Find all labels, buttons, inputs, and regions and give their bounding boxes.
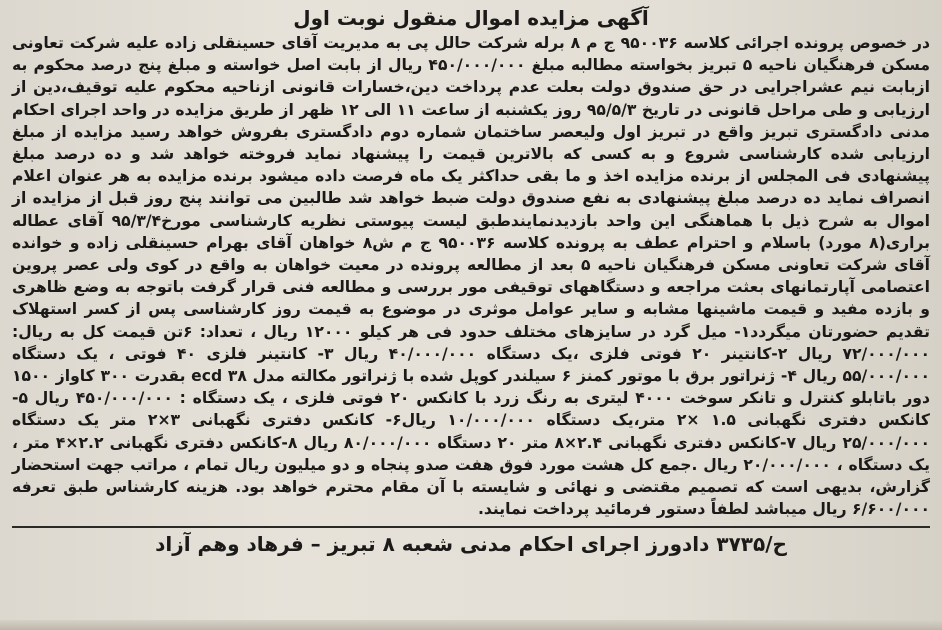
divider — [12, 526, 930, 528]
notice-title: آگهی مزایده اموال منقول نوبت اول — [293, 6, 649, 30]
next-notice-cutoff — [0, 620, 942, 630]
notice-footer: ح/۳۷۳۵ دادورز اجرای احکام مدنی شعبه ۸ تبریز – فرهاد وهم آزاد — [155, 532, 787, 557]
notice-body: در خصوص پرونده اجرائی کلاسه ۹۵۰۰۳۶ ج م ۸ برله شرکت حالل پی به مدیریت آقای حسینقلی زاده علیه شرکت تعاونی مسکن فرهنگیان ناحیه ۵ تبریز بخواسته مطالبه مبلغ ۴۵۰/۰۰۰/۰۰۰ ریال از بابت اصل خواسته و مبلغ پنج درصد محکوم به ازبابت نیم عشراجرایی در حق صندوق دولت بعلت عدم پرداخت دین،خسارات قانونی ازناحیه محکوم علیه توقیف،دین از ارزیابی و طی مراحل قانونی در تاریخ ۹۵/۵/۳ روز یکشنبه از ساعت ۱۱ الی ۱۲ ظهر از طریق مزایده در واحد اجرای احکام مدنی دادگستری تبریز واقع در تبریز اول ولیعصر ساختمان شماره دوم دادگستری بفروش خواهد رسید مزایده از مبلغ ارزیابی شده کارشناسی شروع و به کسی که بالاترین قیمت را پیشنهاد نماید فروخته خواهد شد و ده درصد مبلغ پیشنهادی فی المجلس از برنده مزایده اخذ و ما بقی حداکثر یک ماه فرصت داده میشود برنده مزایده به هر عنوان اعلام انصراف نماید ده درصد مبلغ پیشنهادی به نفع صندوق دولت ضبط خواهد شد طالبین می توانند پنج روز قبل از مزایده از اموال به شرح ذیل با هماهنگی این واحد بازدیدنمایندطبق لیست پیوستی نظریه کارشناسی مورخ۹۵/۳/۴ آقای عطاله براری(۸ مورد) باسلام و احترام عطف به پرونده کلاسه ۹۵۰۰۳۶ ج م ش۸ خواهان آقای بهرام حسینقلی زاده و خوانده آقای شرکت تعاونی مسکن فرهنگیان ناحیه ۵ بعد از مطالعه پرونده در معیت خواهان به واقع در کوی ولی عصر پروین اعتصامی آپارتمانهای بعثت مراجعه و دستگاههای توقیفی مور بررسی و مطالعه فنی قرار گرفت باتوجه به وضع ظاهری و بازده مفید و قیمت ماشینها مشابه و سایر عوامل موثری در موضوع به قیمت روز کارشناسی پس از کسر استهلاک تقدیم حضورتان میگردد۱- میل گرد در سایزهای مختلف حدود فی هر کیلو ۱۲۰۰۰ ریال ، تعداد: ۶تن قیمت کل به ریال: ۷۲/۰۰۰/۰۰۰ ریال ۲-کانتینر ۲۰ فوتی فلزی ،یک دستگاه ۴۰/۰۰۰/۰۰۰ ریال ۳- کانتینر فلزی ۴۰ فوتی ، یک دستگاه ۵۵/۰۰۰/۰۰۰ ریال ۴- ژنراتور برق با موتور کمنز ۶ سیلندر کوپل شده با ژنراتور مکالته مدل ecd ۳۸ بقدرت ۳۰۰ کاواز ۱۵۰۰ دور باتابلو کنترل و تانکر سوخت ۴۰۰۰ لیتری به رنگ زرد با کانکس ۲۰ فوتی فلزی ، یک دستگاه : ۴۵۰/۰۰۰/۰۰۰ ریال ۵-کانکس دفتری نگهبانی ۱.۵ ×۲ متر،یک دستگاه ۱۰/۰۰۰/۰۰۰ ریال۶- کانکس دفتری نگهبانی ۳×۲ متر یک دستگاه ۲۵/۰۰۰/۰۰۰ ریال ۷-کانکس دفتری نگهبانی ۲.۴×۸ متر ۲۰ دستگاه ۸۰/۰۰۰/۰۰۰ ریال ۸-کانکس دفتری نگهبانی ۲.۲×۴ متر ، یک دستگاه ، ۲۰/۰۰۰/۰۰۰ ریال .جمع کل هشت مورد فوق هفت صدو پنجاه و دو میلیون ریال تمام ، مراتب جهت استحضار گزارش، بدیهی است که تصمیم مقتضی و نهائی و شایسته با آن مقام محترم خواهد بود. هزینه کارشناس طبق تعرفه ۶/۶۰۰/۰۰۰ ریال میباشد لطفاً دستور فرمائید پرداخت نمایند. — [12, 34, 931, 519]
